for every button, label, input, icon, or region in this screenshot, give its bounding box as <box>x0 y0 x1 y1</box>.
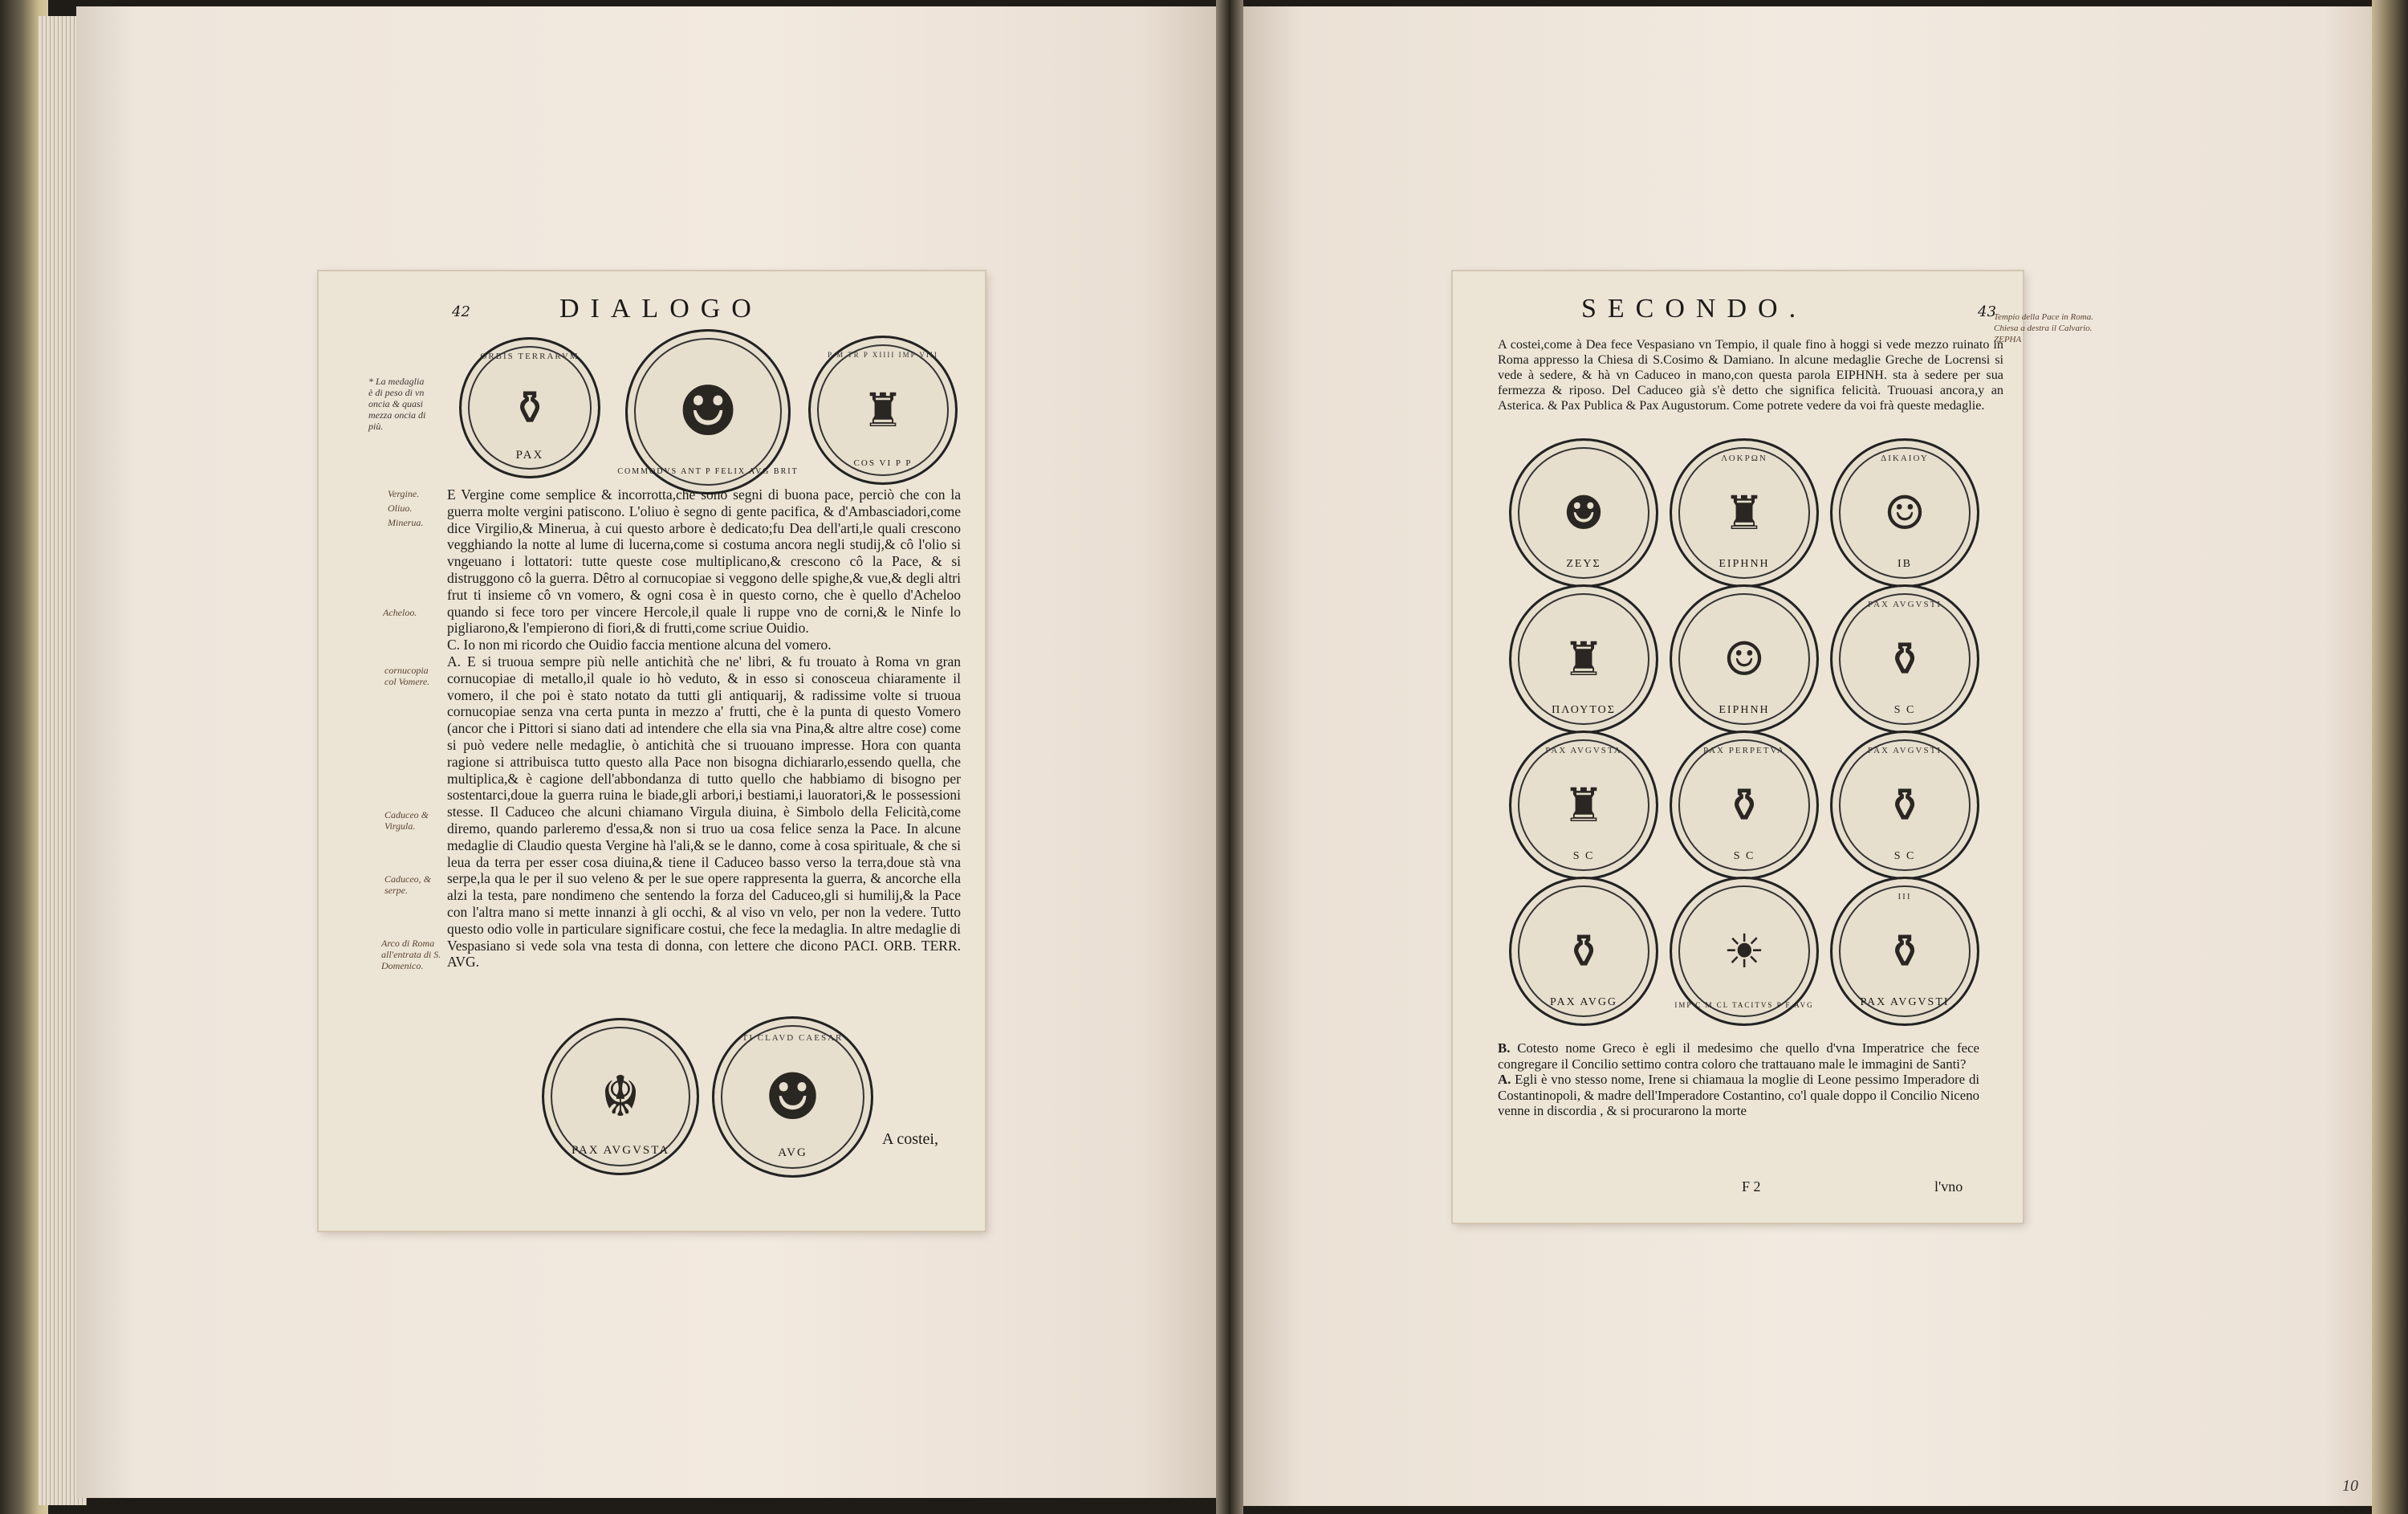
standing-figure-icon: ⚱ <box>510 381 550 435</box>
coin-legend: PAX AVGG <box>1549 996 1618 1008</box>
coin-legend: AVG <box>778 1146 807 1159</box>
coin-top-legend: III <box>1898 892 1912 902</box>
intro-text: A costei,come à Dea fece Vespasiano vn Tempio, il quale fino à hoggi si vede mezzo ruinato in Roma appresso la Chiesa di S.Cosimo & Damiano. In alcune medaglie Greche de Locrensi si vede à sedere, & hà vn Caduceo in mano,con questa parola EIPHNH. sta à sedere per sua fermezza & riposo. Del Caduceo già s'è detto che significa felicità. Truouasi ancora,y an Asterica. & Pax Publica & Pax Augustorum. Come potrete vedere da voi frà queste medaglie. <box>1498 337 2003 413</box>
margin-note-acheloo: Acheloo. <box>383 607 417 618</box>
paragraph: A. E si truoua sempre più nelle antichità che ne' libri, & fu trouato à Roma vn gran cornucopiae di metallo,il quale io hò veduto, & in esso si conosceua chiaramente il vomero, il che poi è stato notato da tutti gli antiquarij, & radissime volte si truoua cornucopiae senza vna certa punta in mezzo a' frutti, che è la punta di questo Vomero (ancor che i Pittori si siano dati ad intendere che ella sia vna Pina,& altre altre cose) come si può vedere nelle medaglie, ò antichità che si truouano impresse. Hora con quanta ragione si attribuisca tutto questo alla Pace non bisogna dichiararlo,essendo quella, che multiplica,& è cagione dell'abbondanza di tutto quello che habbiamo di bisogno per sostentarci,doue la guerra ruina le biade,gli arbori,i bestiami,i lauoratori,& le possessioni stesse. Il Caduceo che alcuni chiamano Virgula diuina, è Simbolo della Felicità,come diremo, quando parleremo d'essa,& non si truo ua cosa felice senza la Pace. In alcune medaglie di Claudio questa Vergine hà l'ali,& se le danno, come à cosa spirituale, & che si leua da terra per esser cosa diuina,& tiene il Caduceo basso verso la terra,doue stà vna serpe,la qua le per il suo veleno & per le sue opere rappresenta la guerra, & ancorche ella alzi la testa, pare nondimeno che sentendo la forza del Caduceo,gli si humilij,& la Pace con l'altra mano si mette innanzi à gli occhi, & al viso vn velo, per non la vedere. Tutto questo odio volle in particulare significare costui, che fece la medaglia. In altre medaglie di Vespasiano si vede sola vna testa di donna, con lettere che dicono PACI. ORB. TERR. AVG. <box>447 653 961 971</box>
laureate-head-icon: ☻ <box>763 1059 822 1134</box>
coin-legend: ΙΒ <box>1898 558 1912 570</box>
margin-note-cornucopia: cornucopia col Vomere. <box>384 665 430 687</box>
dialogue-block <box>1498 1040 1979 1119</box>
coin-top-legend: ΛΟΚΡΩΝ <box>1721 454 1767 464</box>
standing-figure-icon: ⚱ <box>1564 924 1604 979</box>
draped-bust-icon: ☺ <box>1723 632 1765 686</box>
paragraph: E Vergine come semplice & incorrotta,che sono segni di buona pace, perciò che con la guerra molte vergini patiscono. L'oliuo è segno di gente pacifica, & d'Ambasciadori,come dice Virgilio,& Minerua, à cui questo arbore è dedicato;fu Dea dell'arti,le quali crescono vegghiando la notte al lume di lucerna,come si costuma ancora negli studij,& cô l'olio si vngeuano i lottatori: tutte queste cose multiplicano,& crescono cô la Pace, & si distruggono cô la guerra. Dêtro al cornucopiae si veggono delle spighe,& vue,& degli altri frut ti insieme cô vn vomero, & ogni cosa è in questo corno, che è quello d'Acheloo quando si fece toro per vincere Hercole,il quale li ruppe vno de corni,& le Ninfe lo pigliarono,& l'empierono di fiori,& di frutti,come scriue Ouidio. <box>447 486 961 637</box>
coin-grid-item <box>1509 877 1658 1026</box>
speaker-label: B. <box>1498 1040 1511 1056</box>
coin-legend: S C <box>1572 850 1595 862</box>
page-number: 43 <box>1978 303 1996 320</box>
coin-grid-item <box>1670 438 1819 588</box>
margin-note-vergine: Vergine. <box>388 488 420 499</box>
coin-top-legend: ORBIS TERRARVM <box>480 352 580 362</box>
signature-mark: F 2 <box>1742 1178 1761 1195</box>
coin-top-legend: P M TR P XIIII IMP VIII <box>828 351 938 360</box>
standing-figure-icon: ⚱ <box>1885 924 1925 979</box>
coin-commodus <box>617 329 799 494</box>
running-head: DIALOGO <box>559 294 763 324</box>
margin-note-serpe: Caduceo, & serpe. <box>384 873 431 896</box>
running-head: SECONDO. <box>1581 294 1808 324</box>
catchword: A costei, <box>882 1130 938 1148</box>
coin-grid-item <box>1830 731 1979 880</box>
margin-note-oliuo: Oliuo. <box>388 503 413 514</box>
seated-figure-icon: ♜ <box>1563 632 1605 686</box>
coin-top-legend: TI CLAVD CAESAR <box>742 1032 844 1043</box>
coin-grid-item <box>1509 438 1658 588</box>
coin-legend: PAX AVGVSTA <box>571 1144 670 1157</box>
coin-legend: PAX <box>515 449 544 462</box>
winged-figure-icon: ☬ <box>600 1064 641 1129</box>
standing-figure-icon: ⚱ <box>1724 778 1764 832</box>
coin-pax-augusta <box>542 1018 699 1175</box>
pencil-folio-number: 10 <box>2342 1477 2358 1495</box>
coin-legend: ΕΙΡΗΝΗ <box>1719 558 1770 570</box>
coin-top-legend: ΔΙΚΑΙΟΥ <box>1881 454 1929 464</box>
dialogue-line-a <box>1498 1072 1979 1119</box>
left-plate <box>319 271 985 1231</box>
dialogue-text: Egli è vno stesso nome, Irene si chiamaua la moglie di Leone pessimo Imperadore di Costantinopoli, & madre dell'Imperadore Costantino, co'l quale doppo il Concilio Niceno venne in discordia , & si procurarono la morte <box>1498 1072 1979 1118</box>
seated-figure-icon: ♜ <box>1563 778 1605 832</box>
coin-legend: ΠΛΟΥΤΟΣ <box>1552 704 1616 716</box>
coin-grid-item <box>1509 584 1658 734</box>
coin-claudius <box>712 1016 873 1178</box>
coin-grid-item <box>1830 438 1979 588</box>
radiate-head-icon: ☀ <box>1723 924 1765 979</box>
margin-note-minerua: Minerua. <box>388 517 424 528</box>
margin-note-weight: * La medaglia è di peso di vn oncia & quasi mezza oncia di più. <box>368 376 426 432</box>
page-number: 42 <box>452 303 470 320</box>
coin-legend: COS VI P P <box>853 458 913 468</box>
body-text <box>447 486 961 971</box>
coin-legend: IMP C M CL TACITVS P F AVG <box>1674 1001 1814 1009</box>
coin-legend: S C <box>1733 850 1755 862</box>
book-right-edge <box>2372 0 2408 1514</box>
coin-pax-orbis <box>459 337 600 478</box>
handwritten-margin-note: Tempio della Pace in Roma. Chiesa a destra il Calvario. ZEPHA <box>1994 312 2093 344</box>
coin-cos-vi <box>808 336 958 485</box>
coin-legend: ΕΙΡΗΝΗ <box>1719 704 1770 716</box>
coin-top-legend: PAX AVGVSTA <box>1545 746 1622 756</box>
standing-figure-icon: ⚱ <box>1885 778 1925 832</box>
coin-legend: PAX AVGVSTI <box>1860 996 1950 1008</box>
coin-top-legend: PAX AVGVSTI <box>1868 746 1942 756</box>
dialogue-text: Cotesto nome Greco è egli il medesimo che quello d'vna Imperatrice che fece congregare il Concilio settimo contra coloro che trattauano male le immagini de Santi? <box>1498 1040 1979 1072</box>
coin-grid-item <box>1830 584 1979 734</box>
paragraph: C. Io non mi ricordo che Ouidio faccia mentione alcuna del vomero. <box>447 637 832 653</box>
coin-grid-item <box>1670 877 1819 1026</box>
laureate-head-icon: ☻ <box>677 372 739 452</box>
coin-legend: ΖΕΥΣ <box>1566 558 1601 570</box>
coin-legend: COMMODVS ANT P FELIX AVG BRIT <box>617 467 799 476</box>
catchword: l'vno <box>1934 1178 1963 1195</box>
coin-grid-item <box>1670 731 1819 880</box>
bearded-head-icon: ☻ <box>1563 486 1605 540</box>
veiled-head-icon: ☺ <box>1884 486 1926 540</box>
coin-top-legend: PAX AVGVSTI <box>1868 600 1942 610</box>
gutter-fold <box>1216 0 1243 1514</box>
right-plate <box>1453 271 2023 1223</box>
margin-note-arco: Arco di Roma all'entrata di S. Domenico. <box>381 938 441 971</box>
seated-figure-icon: ♜ <box>862 383 904 438</box>
coin-legend: S C <box>1893 850 1916 862</box>
dialogue-line-b <box>1498 1040 1979 1072</box>
coin-legend: S C <box>1893 704 1916 716</box>
coin-grid-item <box>1670 584 1819 734</box>
seated-figure-icon: ♜ <box>1723 486 1765 540</box>
coin-grid-item <box>1830 877 1979 1026</box>
speaker-label: A. <box>1498 1072 1511 1087</box>
margin-note-caduceo: Caduceo & Virgula. <box>384 809 429 832</box>
coin-top-legend: PAX PERPETVA <box>1703 746 1785 756</box>
standing-figure-icon: ⚱ <box>1885 632 1925 686</box>
coin-grid-item <box>1509 731 1658 880</box>
